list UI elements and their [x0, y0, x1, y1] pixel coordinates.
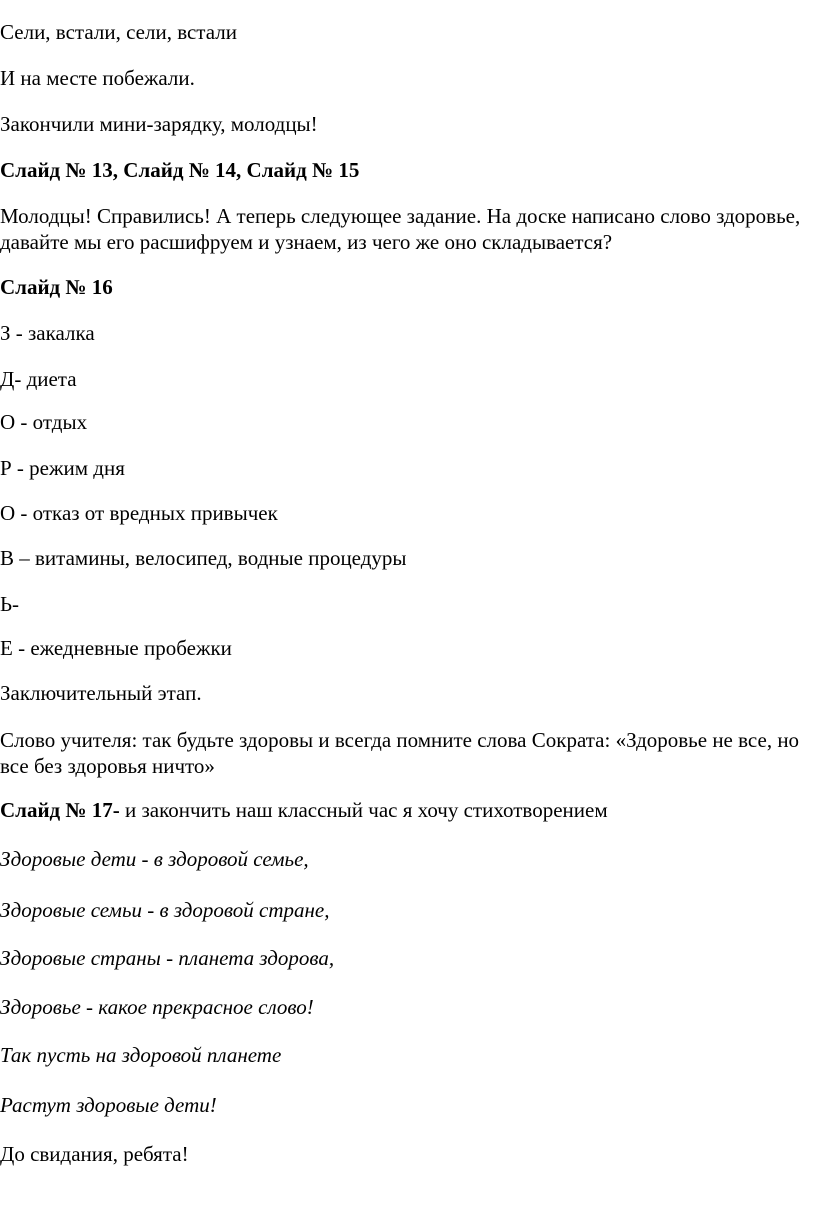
letter-line: Д- диета — [0, 367, 77, 391]
farewell: До свидания, ребята! — [0, 1142, 189, 1166]
letter-line: Ь- — [0, 592, 20, 616]
letter-line: Е - ежедневные пробежки — [0, 636, 232, 660]
poem-line: Здоровые семьи - в здоровой стране, — [0, 898, 330, 922]
poem-line: Здоровые страны - планета здорова, — [0, 946, 335, 970]
poem-line: Растут здоровые дети! — [0, 1093, 217, 1117]
final-stage: Заключительный этап. — [0, 681, 202, 705]
slide-heading: Слайд № 16 — [0, 275, 113, 299]
poem-line: Так пусть на здоровой планете — [0, 1043, 282, 1067]
letter-line: З - закалка — [0, 321, 95, 345]
letter-line: В – витамины, велосипед, водные процедуры — [0, 546, 407, 570]
slide-17-line — [0, 797, 812, 823]
text-line: Сели, встали, сели, встали — [0, 20, 237, 44]
text-line: И на месте побежали. — [0, 66, 195, 90]
text-line: Закончили мини-зарядку, молодцы! — [0, 112, 318, 136]
poem-line: Здоровье - какое прекрасное слово! — [0, 995, 314, 1019]
slide-heading: Слайд № 17- — [0, 798, 120, 822]
teacher-words: Слово учителя: так будьте здоровы и всегда помните слова Сократа: «Здоровье не все, но все без здоровья ничто» — [0, 728, 800, 778]
letter-line: О - отдых — [0, 410, 88, 434]
slide-17-text: и закончить наш классный час я хочу стихотворением — [119, 798, 608, 822]
task-paragraph: Молодцы! Справились! А теперь следующее задание. На доске написано слово здоровье, давайте мы его расшифруем и узнаем, из чего же оно складывается? — [0, 204, 801, 254]
slide-heading: Слайд № 13, Слайд № 14, Слайд № 15 — [0, 158, 360, 182]
letter-line: Р - режим дня — [0, 456, 125, 480]
poem-line: Здоровые дети - в здоровой семье, — [0, 847, 309, 871]
letter-line: О - отказ от вредных привычек — [0, 501, 278, 525]
